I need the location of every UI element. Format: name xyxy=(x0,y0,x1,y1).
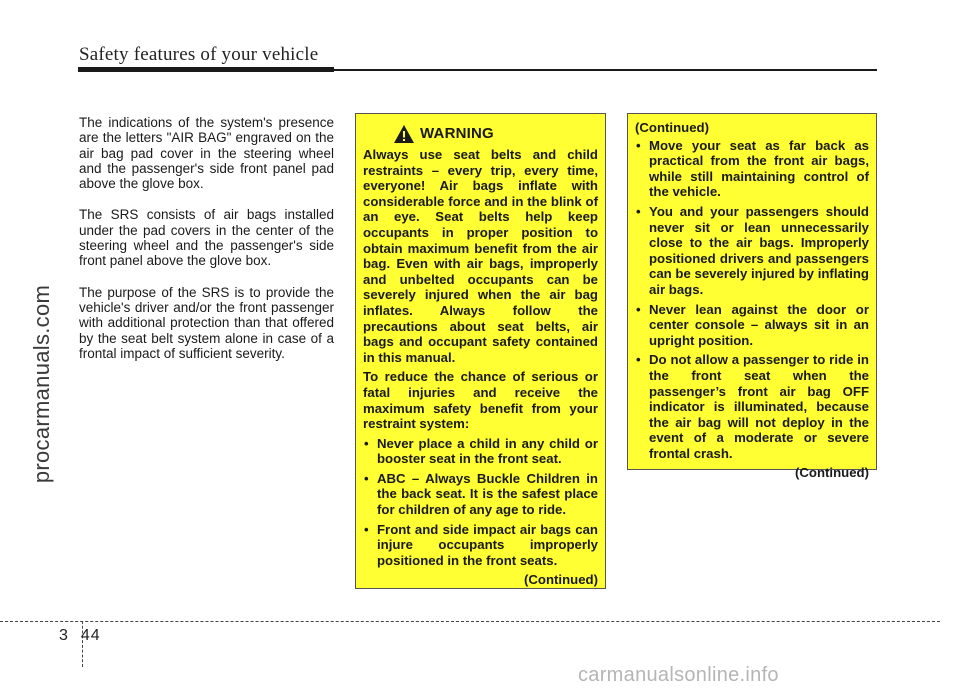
warning-bullet-list xyxy=(363,436,598,569)
continued-label: (Continued) xyxy=(795,465,869,481)
warning-bullet: • Front and side impact air bags can injure occupants improperly positioned in the front seats. xyxy=(363,522,598,569)
body-paragraph: The purpose of the SRS is to provide the vehicle's driver and/or the front passenger with additional protection than that offered by the seat belt system alone in case of a frontal impact of sufficient severity. xyxy=(79,284,334,361)
warning-triangle-icon xyxy=(393,124,415,144)
header-rule-thick xyxy=(78,67,334,72)
header-rule-thin xyxy=(334,69,877,71)
warning-title: WARNING xyxy=(420,125,494,143)
continued-label: (Continued) xyxy=(524,572,598,588)
warning-paragraph: To reduce the chance of serious or fatal injuries and receive the maximum safety benefit from your restraint system: xyxy=(363,369,598,432)
warning-paragraph: Always use seat belts and child restraints – every trip, every time, everyone! Air bags inflate with considerable force and in the blink of an eye. Seat belts help keep occupants in proper position to obtain maximum benefit from the air bag. Even with air bags, improperly and unbelted occupants can be severely injured when the air bag inflates. Always follow the precautions about seat belts, air bags and occupant safety contained in this manual. xyxy=(363,147,598,365)
continued-bullet: • Never lean against the door or center console – always sit in an upright position. xyxy=(635,302,869,349)
warning-bullet: • Never place a child in any child or booster seat in the front seat. xyxy=(363,436,598,467)
page-number-value: 44 xyxy=(80,627,101,644)
body-text-column xyxy=(79,115,334,377)
footer-rule xyxy=(0,621,940,622)
side-watermark: procarmanuals.com xyxy=(29,284,54,484)
continued-bullet-list xyxy=(635,138,869,462)
continued-bullet: • Move your seat as far back as practical from the front air bags, while still maintaining control of the vehicle. xyxy=(635,138,869,200)
bottom-watermark: carmanualsonline.info xyxy=(578,664,779,686)
body-paragraph: The SRS consists of air bags installed under the pad covers in the center of the steering wheel and the passenger's side front panel above the glove box. xyxy=(79,207,334,269)
body-paragraph: The indications of the system's presence are the letters "AIR BAG" engraved on the air bag pad cover in the steering wheel and the passenger's side front panel pad above the glove box. xyxy=(79,115,334,192)
continued-warning-box xyxy=(627,113,877,481)
continued-bullet: • You and your passengers should never sit or lean unnecessarily close to the air bags. Improperly positioned drivers and passengers can be severely injured by inflating air bags. xyxy=(635,204,869,298)
warning-box xyxy=(355,113,606,589)
warning-heading xyxy=(363,124,598,144)
warning-bullet: • ABC – Always Buckle Children in the back seat. It is the safest place for children of any age to ride. xyxy=(363,471,598,518)
page-number xyxy=(59,627,101,645)
page-header-title: Safety features of your vehicle xyxy=(79,44,319,65)
continued-bullet: • Do not allow a passenger to ride in the front seat when the passenger’s front air bag OFF indicator is illuminated, because the air bag will not deploy in the event of a moderate or severe frontal crash. xyxy=(635,352,869,461)
section-number: 3 xyxy=(59,627,69,644)
continued-heading: (Continued) xyxy=(635,120,709,135)
